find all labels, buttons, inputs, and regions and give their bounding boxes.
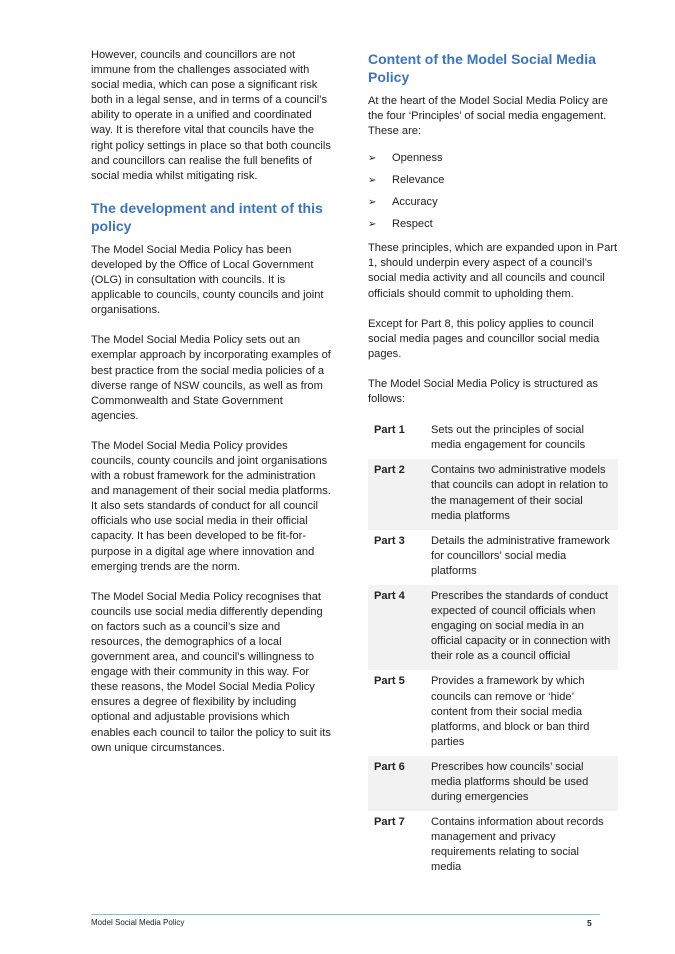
footer-title: Model Social Media Policy — [91, 918, 185, 927]
part-label: Part 3 — [374, 534, 405, 547]
parts-table — [368, 419, 618, 881]
table-row — [368, 530, 618, 585]
arrow-bullet-icon: ➢ — [368, 196, 377, 208]
section-heading-development: The development and intent of this policy — [91, 199, 323, 234]
table-row — [368, 459, 618, 529]
body-paragraph: The Model Social Media Policy recognises that councils use social media differently depending on factors such as a council’s size and resources, the demographics of a local government area, and council’s willingness to engage with their community in this way. For these reasons, the Model Social Media Policy ensures a degree of flexibility by including optional and adjustable provisions which enables each council to tailor the policy to suit its own unique circumstances. — [91, 590, 331, 754]
list-item: ➢ Respect — [368, 218, 433, 231]
body-paragraph: The Model Social Media Policy provides councils, county councils and joint organisations with a robust framework for the administration and management of their social media platforms. It also sets standards of conduct for all council officials who use social media in their official capacity. It has been developed to be fit-for-purpose in a digital age where innovation and emerging trends are the norm. — [91, 439, 331, 573]
part-label: Part 4 — [368, 585, 425, 670]
arrow-bullet-icon: ➢ — [368, 218, 377, 230]
body-paragraph: The Model Social Media Policy sets out an exemplar approach by incorporating examples of best practice from the social media policies of a diverse range of NSW councils, as well as from Commonwealth and State Government agencies. — [91, 334, 331, 422]
scope-paragraph: Except for Part 8, this policy applies to council social media pages and councillor social media pages. — [368, 317, 600, 360]
part-description: Provides a framework by which councils can remove or ‘hide’ content from their social media platforms, and block or ban third parties — [431, 675, 590, 748]
part-description: Contains information about records management and privacy requirements relating to social media — [431, 816, 604, 874]
section-heading-content: Content of the Model Social Media Policy — [368, 51, 596, 85]
arrow-bullet-icon: ➢ — [368, 152, 377, 164]
principles-list — [368, 147, 618, 235]
footer-divider — [91, 914, 600, 915]
left-column — [91, 48, 331, 756]
structure-paragraph: The Model Social Media Policy is structured as follows: — [368, 377, 598, 406]
arrow-bullet-icon: ➢ — [368, 174, 377, 186]
list-item: ➢ Openness — [368, 152, 443, 165]
list-item: ➢ Accuracy — [368, 196, 438, 209]
part-description: Sets out the principles of social media engagement for councils — [431, 424, 586, 452]
principles-intro: At the heart of the Model Social Media Policy are the four ‘Principles’ of social media engagement. These are: — [368, 95, 608, 138]
part-label: Part 7 — [374, 816, 405, 829]
body-paragraph: The Model Social Media Policy has been developed by the Office of Local Government (OLG) in consultation with councils. It is applicable to councils, county councils and joint organisations. — [91, 243, 324, 317]
part-description: Details the administrative framework for councillors’ social media platforms — [431, 534, 610, 577]
list-item: ➢ Relevance — [368, 174, 445, 187]
part-label: Part 6 — [368, 756, 425, 811]
part-label: Part 5 — [374, 675, 405, 688]
principles-explanation: These principles, which are expanded upon in Part 1, should underpin every aspect of a council’s social media activity and all councils and council officials should commit to upholding them. — [368, 242, 618, 300]
part-description: Prescribes the standards of conduct expected of council officials when engaging on social media in an official capacity or in connection with their role as a council official — [425, 585, 618, 670]
right-column — [368, 48, 618, 882]
page-number: 5 — [587, 918, 592, 928]
table-row — [368, 756, 618, 811]
table-row — [368, 811, 618, 881]
part-label: Part 2 — [368, 459, 425, 529]
part-description: Prescribes how councils’ social media platforms should be used during emergencies — [425, 756, 618, 811]
intro-paragraph: However, councils and councillors are not immune from the challenges associated with social media, which can pose a significant risk both in a legal sense, and in terms of a council’s ability to operate in a unified and coordinated way. It is therefore vital that councils have the right policy settings in place so that both councils and councillors can realise the full benefits of social media whilst mitigating risk. — [91, 49, 331, 182]
table-row — [368, 670, 618, 755]
table-row — [368, 419, 618, 459]
part-label: Part 1 — [374, 424, 405, 437]
part-description: Contains two administrative models that councils can adopt in relation to the management of their social media platforms — [425, 459, 618, 529]
table-row — [368, 585, 618, 670]
